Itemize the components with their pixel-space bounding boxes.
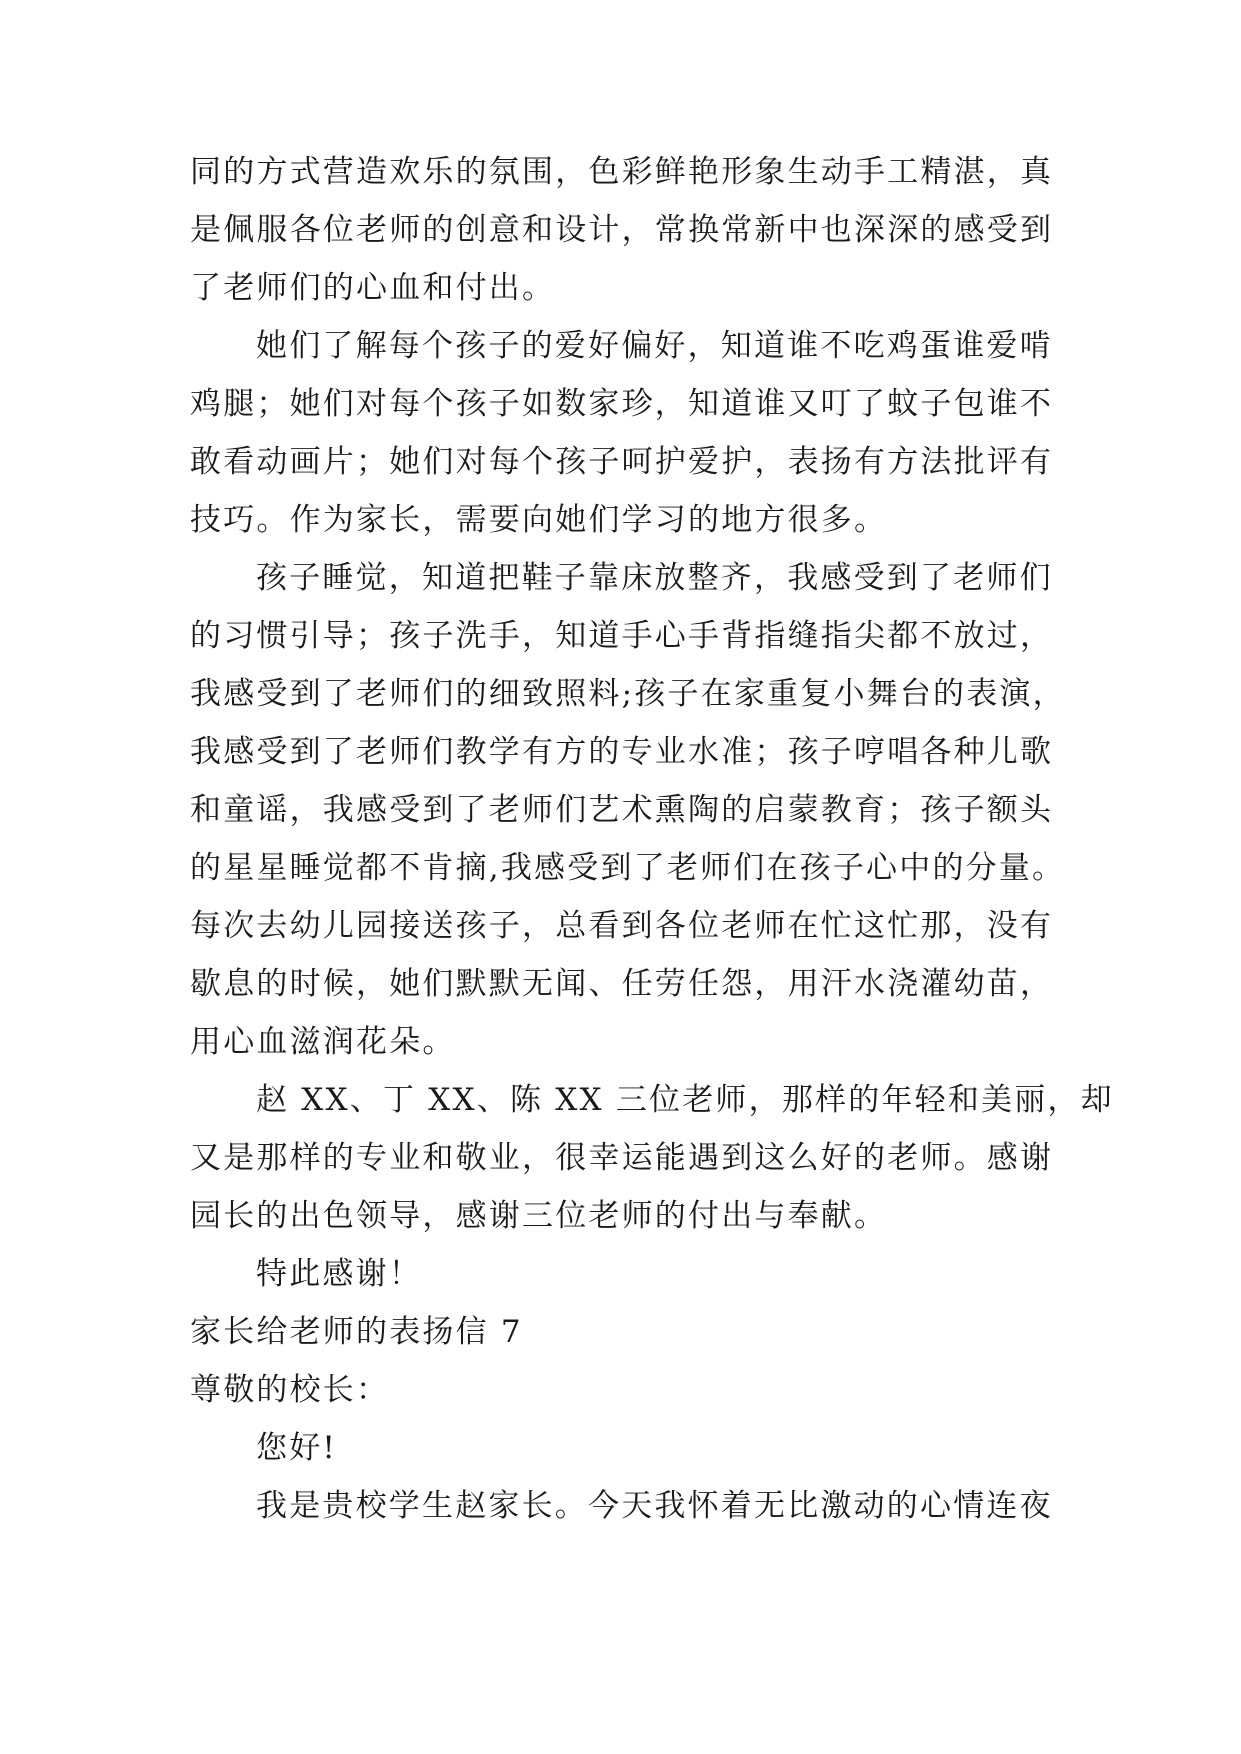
paragraph-line-18: 又是那样的专业和敬业，很幸运能遇到这么好的老师。感谢 (190, 1140, 1054, 1176)
paragraph-line-17: 赵 XX、丁 XX、陈 XX 三位老师，那样的年轻和美丽，却 (256, 1082, 1114, 1118)
greeting: 您好! (256, 1430, 338, 1466)
paragraph-line-2: 是佩服各位老师的创意和设计，常换常新中也深深的感受到 (190, 212, 1054, 248)
paragraph-line-8: 孩子睡觉，知道把鞋子靠床放整齐，我感受到了老师们 (256, 560, 1053, 596)
paragraph-line-7: 技巧。作为家长，需要向她们学习的地方很多。 (190, 502, 888, 538)
paragraph-line-12: 和童谣，我感受到了老师们艺术熏陶的启蒙教育；孩子额头 (190, 792, 1054, 828)
letter-opening-line: 我是贵校学生赵家长。今天我怀着无比激动的心情连夜 (256, 1488, 1053, 1524)
paragraph-line-14: 每次去幼儿园接送孩子，总看到各位老师在忙这忙那，没有 (190, 908, 1054, 944)
paragraph-line-11: 我感受到了老师们教学有方的专业水准；孩子哼唱各种儿歌 (190, 734, 1054, 770)
paragraph-line-10: 我感受到了老师们的细致照料;孩子在家重复小舞台的表演， (190, 676, 1066, 712)
section-heading: 家长给老师的表扬信 7 (190, 1314, 523, 1350)
paragraph-line-19: 园长的出色领导，感谢三位老师的付出与奉献。 (190, 1198, 888, 1234)
paragraph-line-9: 的习惯引导；孩子洗手，知道手心手背指缝指尖都不放过， (190, 618, 1054, 654)
paragraph-line-1: 同的方式营造欢乐的氛围，色彩鲜艳形象生动手工精湛，真 (190, 154, 1054, 190)
paragraph-line-3: 了老师们的心血和付出。 (190, 270, 556, 306)
paragraph-line-6: 敢看动画片；她们对每个孩子呵护爱护，表扬有方法批评有 (190, 444, 1054, 480)
paragraph-line-15: 歇息的时候，她们默默无闻、任劳任怨，用汗水浇灌幼苗， (190, 966, 1054, 1002)
closing-line: 特此感谢！ (256, 1256, 422, 1292)
paragraph-line-5: 鸡腿；她们对每个孩子如数家珍，知道谁又叮了蚊子包谁不 (190, 386, 1054, 422)
paragraph-line-4: 她们了解每个孩子的爱好偏好，知道谁不吃鸡蛋谁爱啃 (256, 328, 1053, 364)
paragraph-line-16: 用心血滋润花朵。 (190, 1024, 456, 1060)
salutation: 尊敬的校长： (190, 1372, 390, 1408)
paragraph-line-13: 的星星睡觉都不肯摘,我感受到了老师们在孩子心中的分量。 (190, 850, 1066, 886)
